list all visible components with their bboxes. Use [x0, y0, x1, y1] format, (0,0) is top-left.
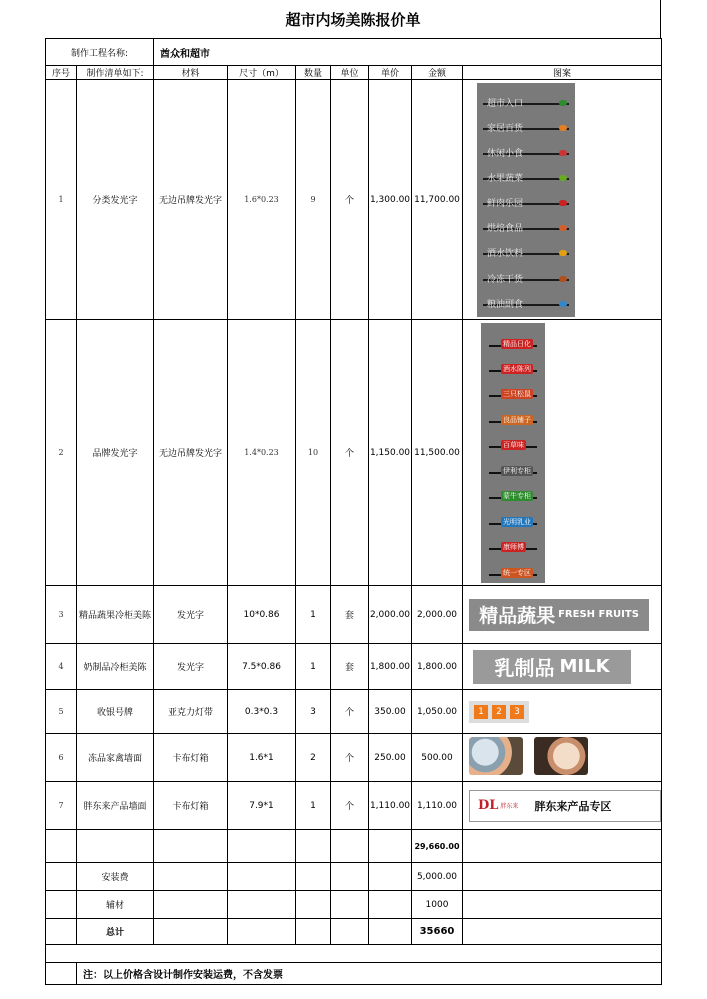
category-sign-text: 休闲小食	[487, 148, 524, 159]
row-no: 1	[46, 80, 77, 320]
category-sign	[483, 249, 569, 261]
row-pattern	[463, 586, 662, 644]
row-no: 6	[46, 734, 77, 782]
brand-sign	[489, 339, 537, 351]
install-amount: 5,000.00	[412, 863, 463, 891]
row-material: 卡布灯箱	[154, 782, 228, 830]
dl-logo: DL	[478, 798, 499, 813]
brand-sign-text: 蒙牛专柜	[503, 492, 531, 501]
table-row	[46, 644, 662, 690]
category-sign-icon	[559, 250, 567, 256]
row-material: 无边吊牌发光字	[154, 80, 228, 320]
cashier-number: 1	[474, 705, 488, 719]
row-item: 奶制品冷柜美陈	[77, 644, 154, 690]
header-amount: 金额	[412, 66, 463, 80]
row-item: 胖东来产品墙面	[77, 782, 154, 830]
row-pattern	[463, 734, 662, 782]
cashier-number: 3	[510, 705, 524, 719]
row-size: 1.6*0.23	[228, 80, 296, 320]
category-sign-text: 水果蔬菜	[487, 173, 524, 184]
row-qty: 1	[296, 782, 331, 830]
row-no: 7	[46, 782, 77, 830]
category-sign-icon	[559, 175, 567, 181]
category-sign-text: 鲜肉乐园	[487, 199, 524, 210]
brand-sign	[489, 466, 537, 478]
brand-sign	[489, 364, 537, 376]
row-item: 分类发光字	[77, 80, 154, 320]
row-amount: 11,500.00	[412, 320, 463, 586]
subtotal-amount: 29,660.00	[412, 830, 463, 863]
row-unit: 个	[331, 690, 369, 734]
row-unit: 套	[331, 644, 369, 690]
brand-sign-text: 良品铺子	[503, 415, 531, 424]
brand-sign-text: 伊利专柜	[503, 466, 531, 475]
category-sign-icon	[559, 276, 567, 282]
install-label: 安装费	[77, 863, 154, 891]
category-sign	[483, 299, 569, 312]
row-price: 250.00	[369, 734, 412, 782]
row-qty: 2	[296, 734, 331, 782]
header-price: 单价	[369, 66, 412, 80]
row-unit: 个	[331, 320, 369, 586]
subtotal-row	[46, 830, 662, 863]
row-amount: 1,110.00	[412, 782, 463, 830]
category-signs-image	[477, 83, 575, 317]
row-pattern	[463, 644, 662, 690]
brand-sign-text: 康师傅	[503, 543, 524, 552]
category-sign-text: 家居百货	[487, 123, 524, 134]
row-unit: 个	[331, 782, 369, 830]
brand-sign	[489, 441, 537, 452]
brand-sign-text: 百草味	[503, 441, 524, 450]
note-row	[46, 963, 662, 985]
row-unit: 个	[331, 80, 369, 320]
brand-sign-text: 统一专区	[503, 568, 531, 577]
row-price: 1,300.00	[369, 80, 412, 320]
row-price: 1,110.00	[369, 782, 412, 830]
category-sign-icon	[559, 150, 567, 156]
category-sign-text: 粮油副食	[487, 299, 524, 310]
row-size: 1.4*0.23	[228, 320, 296, 586]
dl-logo-sub: 胖东来	[500, 803, 519, 810]
row-no: 2	[46, 320, 77, 586]
fresh-fruits-banner	[469, 599, 649, 631]
row-qty: 1	[296, 644, 331, 690]
row-item: 品牌发光字	[77, 320, 154, 586]
aux-row	[46, 891, 662, 919]
page-title: 超市内场美陈报价单	[285, 10, 421, 29]
aux-amount: 1000	[412, 891, 463, 919]
brand-sign	[489, 390, 537, 401]
row-pattern	[463, 320, 662, 586]
category-sign	[483, 123, 569, 136]
table-row	[46, 586, 662, 644]
table-row	[46, 80, 662, 320]
header-row	[46, 66, 662, 80]
header-qty: 数量	[296, 66, 331, 80]
category-sign-text: 超市入口	[487, 98, 524, 109]
milk-banner-en: MILK	[559, 656, 610, 677]
row-no: 4	[46, 644, 77, 690]
aux-label: 辅材	[77, 891, 154, 919]
row-material: 亚克力灯带	[154, 690, 228, 734]
row-no: 5	[46, 690, 77, 734]
category-sign-icon	[559, 200, 567, 206]
brand-sign	[489, 543, 537, 554]
row-qty: 9	[296, 80, 331, 320]
row-material: 发光字	[154, 586, 228, 644]
row-pattern	[463, 80, 662, 320]
milk-banner	[473, 650, 631, 684]
total-amount: 35660	[412, 919, 463, 945]
row-amount: 1,050.00	[412, 690, 463, 734]
brand-sign	[489, 517, 537, 529]
header-size: 尺寸（m）	[228, 66, 296, 80]
brand-sign-text: 精品日化	[503, 339, 531, 348]
row-qty: 3	[296, 690, 331, 734]
header-unit: 单位	[331, 66, 369, 80]
header-item: 制作清单如下:	[77, 66, 154, 80]
milk-banner-cn: 乳制品	[494, 656, 555, 680]
category-sign	[483, 98, 569, 111]
row-pattern	[463, 690, 662, 734]
row-price: 2,000.00	[369, 586, 412, 644]
category-sign	[483, 224, 569, 236]
category-sign-text: 烘焙食品	[487, 224, 524, 235]
row-no: 3	[46, 586, 77, 644]
blank-row	[46, 945, 662, 963]
brand-sign	[489, 492, 537, 503]
project-row	[46, 39, 662, 66]
header-material: 材料	[154, 66, 228, 80]
brand-sign-text: 三只松鼠	[503, 390, 531, 399]
brand-sign	[489, 568, 537, 580]
pangdonglai-banner	[469, 790, 661, 822]
category-sign	[483, 274, 569, 287]
row-material: 卡布灯箱	[154, 734, 228, 782]
table-row	[46, 320, 662, 586]
row-material: 发光字	[154, 644, 228, 690]
table-row	[46, 734, 662, 782]
row-size: 7.5*0.86	[228, 644, 296, 690]
fish-photo	[469, 737, 523, 775]
note-text: 注：以上价格含设计制作安装运费，不含发票	[77, 963, 662, 985]
category-sign	[483, 199, 569, 211]
category-sign-icon	[559, 100, 567, 106]
brand-sign-text: 光明乳业	[503, 517, 531, 526]
brand-sign	[489, 415, 537, 427]
row-item: 冻品家禽墙面	[77, 734, 154, 782]
row-price: 1,800.00	[369, 644, 412, 690]
category-sign	[483, 173, 569, 186]
header-pattern: 图案	[463, 66, 662, 80]
cashier-number: 2	[492, 705, 506, 719]
category-sign-text: 冷冻干货	[487, 274, 524, 285]
right-border	[660, 0, 661, 38]
brand-sign-text: 酒水陈列	[503, 364, 531, 373]
fruit-banner-en: FRESH FRUITS	[558, 609, 639, 620]
row-unit: 个	[331, 734, 369, 782]
total-row	[46, 919, 662, 945]
row-amount: 1,800.00	[412, 644, 463, 690]
cashier-numbers-image	[469, 701, 529, 723]
poultry-photo	[534, 737, 588, 775]
row-amount: 500.00	[412, 734, 463, 782]
project-label: 制作工程名称:	[46, 39, 154, 66]
row-price: 350.00	[369, 690, 412, 734]
table-row	[46, 782, 662, 830]
category-sign-icon	[559, 225, 567, 231]
install-row	[46, 863, 662, 891]
category-sign-text: 酒水饮料	[487, 249, 524, 260]
header-no: 序号	[46, 66, 77, 80]
row-size: 7.9*1	[228, 782, 296, 830]
row-price: 1,150.00	[369, 320, 412, 586]
row-size: 0.3*0.3	[228, 690, 296, 734]
row-size: 1.6*1	[228, 734, 296, 782]
quote-table	[45, 38, 662, 985]
dl-banner-text: 胖东来产品专区	[534, 799, 612, 813]
category-sign	[483, 148, 569, 161]
row-size: 10*0.86	[228, 586, 296, 644]
row-qty: 10	[296, 320, 331, 586]
row-item: 精品蔬果冷柜美陈	[77, 586, 154, 644]
row-material: 无边吊牌发光字	[154, 320, 228, 586]
project-name: 酋众和超市	[154, 39, 662, 66]
row-amount: 2,000.00	[412, 586, 463, 644]
row-pattern	[463, 782, 662, 830]
category-sign-icon	[559, 301, 567, 307]
category-sign-icon	[559, 125, 567, 131]
brand-signs-image	[481, 323, 545, 583]
row-item: 收银号牌	[77, 690, 154, 734]
row-unit: 套	[331, 586, 369, 644]
row-qty: 1	[296, 586, 331, 644]
total-label: 总计	[77, 919, 154, 945]
fruit-banner-cn: 精品蔬果	[479, 605, 556, 627]
row-amount: 11,700.00	[412, 80, 463, 320]
table-row	[46, 690, 662, 734]
